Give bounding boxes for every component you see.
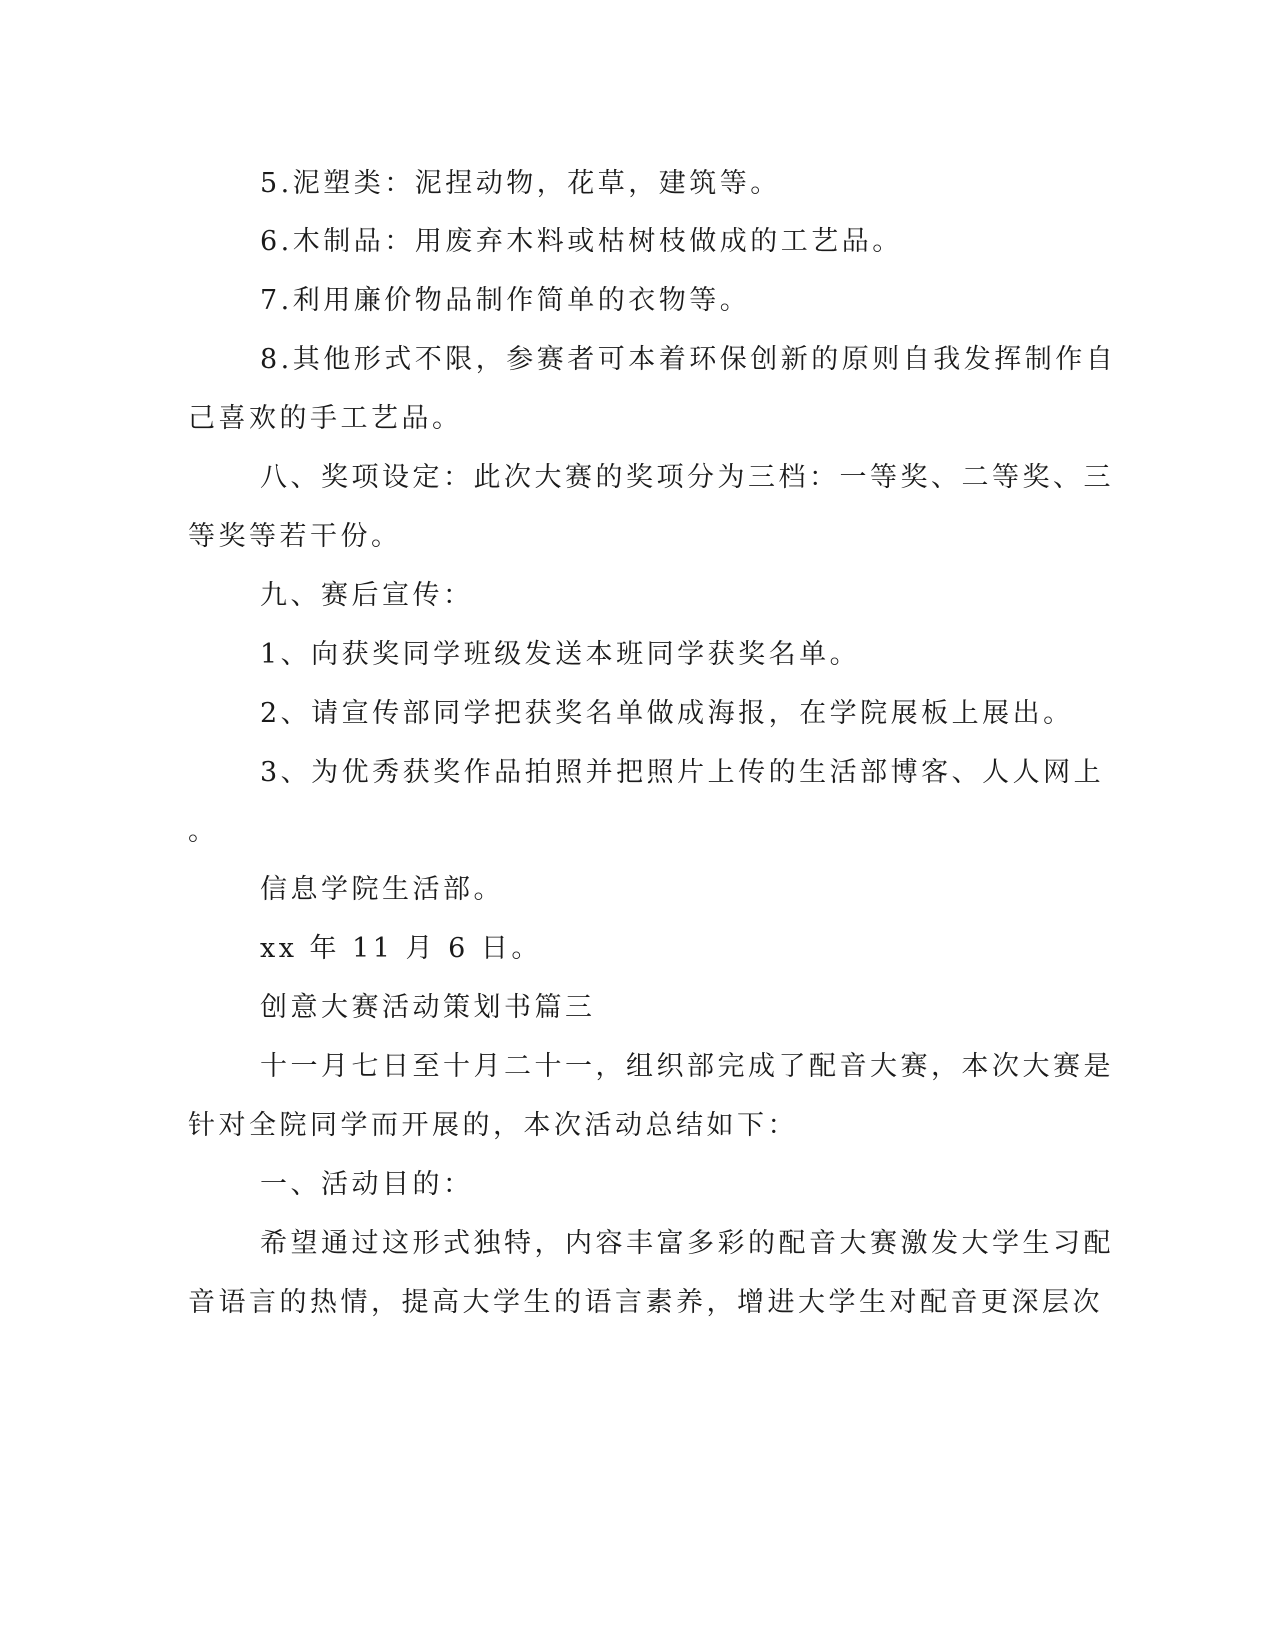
signature-department: 信息学院生活部。 (260, 874, 504, 905)
item-other-forms: 8.其他形式不限，参赛者可本着环保创新的原则自我发挥制作自 (260, 344, 1117, 375)
signature-date: xx 年 11 月 6 日。 (260, 933, 542, 964)
item-wood-products: 6.木制品：用废弃木料或枯树枝做成的工艺品。 (260, 226, 903, 257)
summary-paragraph-cont: 针对全院同学而开展的，本次活动总结如下： (188, 1110, 798, 1141)
section-title-part3: 创意大赛活动策划书篇三 (260, 992, 596, 1023)
publicity-item-2: 2、请宣传部同学把获奖名单做成海报，在学院展板上展出。 (260, 698, 1074, 729)
publicity-item-3-cont: 。 (188, 816, 219, 847)
summary-paragraph: 十一月七日至十月二十一，组织部完成了配音大赛，本次大赛是 (260, 1051, 1114, 1082)
section-awards: 八、奖项设定：此次大赛的奖项分为三档：一等奖、二等奖、三 (260, 462, 1114, 493)
section-awards-cont: 等奖等若干份。 (188, 521, 402, 552)
item-other-forms-cont: 己喜欢的手工艺品。 (188, 403, 463, 434)
item-cheap-clothing: 7.利用廉价物品制作简单的衣物等。 (260, 285, 751, 316)
purpose-paragraph-cont: 音语言的热情，提高大学生的语言素养，增进大学生对配音更深层次 (188, 1287, 1103, 1318)
section-purpose-heading: 一、活动目的： (260, 1169, 474, 1200)
publicity-item-1: 1、向获奖同学班级发送本班同学获奖名单。 (260, 639, 861, 670)
purpose-paragraph: 希望通过这形式独特，内容丰富多彩的配音大赛激发大学生习配 (260, 1228, 1114, 1259)
item-clay-sculpture: 5.泥塑类：泥捏动物，花草，建筑等。 (260, 168, 781, 199)
section-publicity-heading: 九、赛后宣传： (260, 580, 474, 611)
publicity-item-3: 3、为优秀获奖作品拍照并把照片上传的生活部博客、人人网上 (260, 757, 1105, 788)
